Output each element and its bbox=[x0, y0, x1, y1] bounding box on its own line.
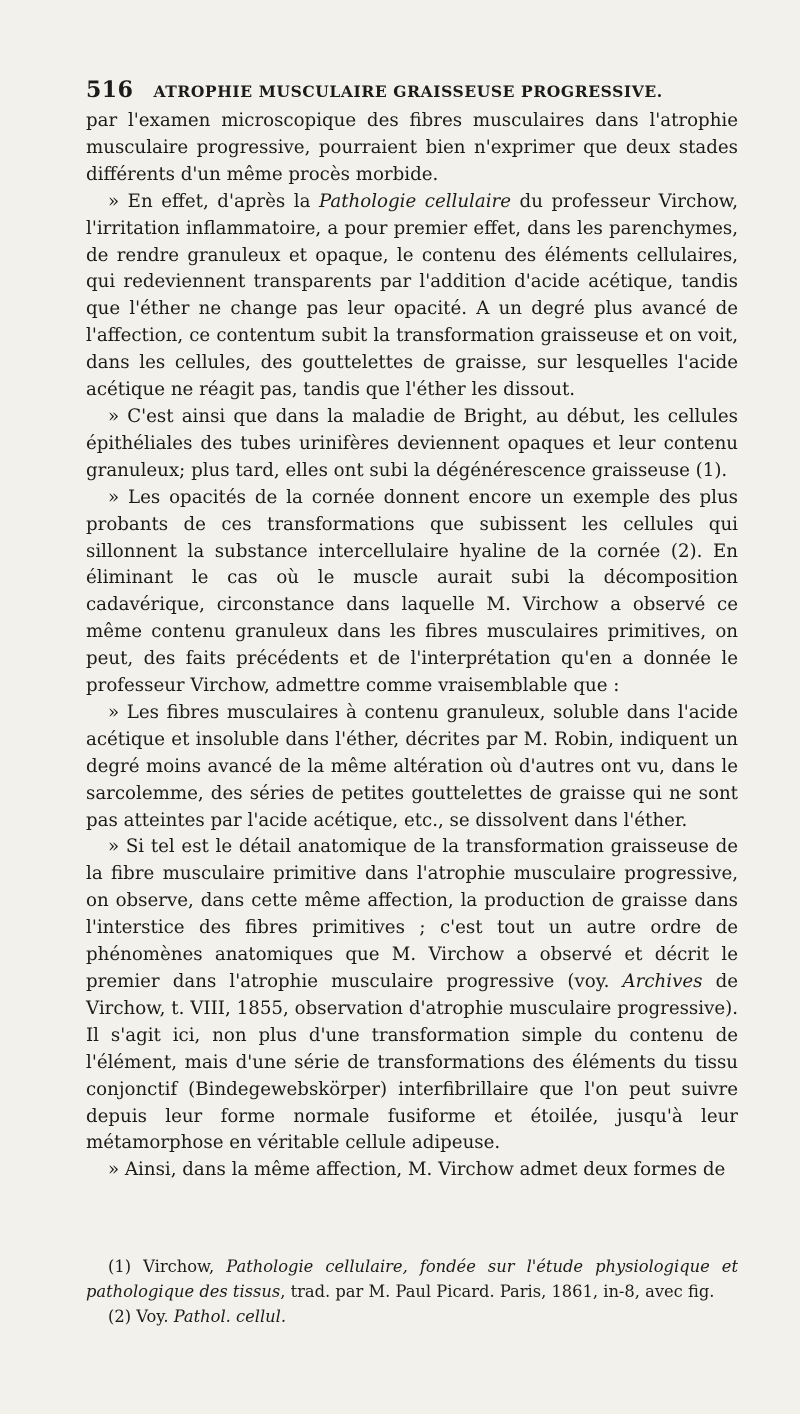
paragraph-4: » Les opacités de la cornée donnent encore un exemple des plus probants de ces transformations que subissent les cellules qui sillonnent la substance intercellulaire hyaline de la cornée (2). En éliminant le cas où le muscle aurait subi la décomposition cadavérique, circonstance dans laquelle M. Virchow a observé ce même contenu granuleux dans les fibres musculaires primitives, on peut, des faits précédents et de l'interprétation qu'en a donnée le professeur Virchow, admettre comme vraisemblable que : bbox=[86, 486, 738, 697]
footnote-2-title: Pathol. cellul. bbox=[173, 1306, 287, 1326]
paragraph-5: » Les fibres musculaires à contenu granuleux, soluble dans l'acide acétique et insoluble dans l'éther, décrites par M. Robin, indiquent un degré moins avancé de la même altération où d'autres ont vu, dans le sarcolemme, des séries de petites gouttelettes de graisse qui ne sont pas atteintes par l'acide acétique, etc., se dissolvent dans l'éther. bbox=[86, 701, 738, 831]
footnote-1-rest: , trad. par M. Paul Picard. Paris, 1861, in-8, avec fig. bbox=[280, 1281, 715, 1301]
footnote-2 bbox=[86, 1305, 738, 1330]
cited-work-title: Pathologie cellulaire bbox=[318, 190, 511, 212]
page-header bbox=[86, 77, 726, 105]
footnote-1 bbox=[86, 1255, 738, 1305]
footnote-2-start: (2) Voy. bbox=[108, 1306, 174, 1326]
paragraph-7: » Ainsi, dans la même affection, M. Virchow admet deux formes de bbox=[108, 1159, 726, 1181]
paragraph-3: » C'est ainsi que dans la maladie de Bright, au début, les cellules épithéliales des tubes urinifères deviennent opaques et leur contenu granuleux; plus tard, elles ont subi la dégénérescence graisseuse (1). bbox=[86, 405, 738, 481]
footnotes bbox=[86, 1255, 738, 1329]
main-text bbox=[86, 108, 738, 1184]
paragraph-6-start: » Si tel est le détail anatomique de la transformation graisseuse de la fibre musculaire primitive dans l'atrophie musculaire progressive, on observe, dans cette même affection, la production de graisse dans l'interstice des fibres primitives ; c'est tout un autre ordre de phénomènes anatomiques que M. Virchow a observé et décrit le premier dans l'atrophie musculaire progressive (voy. bbox=[86, 836, 738, 992]
running-title: ATROPHIE MUSCULAIRE GRAISSEUSE PROGRESSIVE. bbox=[153, 82, 663, 101]
paragraph-6 bbox=[86, 834, 738, 1157]
footnote-1-start: (1) Virchow, bbox=[108, 1257, 227, 1276]
paragraph-6-rest: de Virchow, t. VIII, 1855, observation d'atrophie musculaire progressive). Il s'agit ici, non plus d'une transformation simple du contenu de l'élément, mais d'une série de transformations des éléments du tissu conjonctif (Bindegewebskörper) interfibrillaire que l'on peut suivre depuis leur forme normale fusiforme et étoilée, jusqu'à leur métamorphose en véritable cellule adipeuse. bbox=[86, 971, 738, 1154]
paragraph-2-start: » En effet, d'après la bbox=[108, 190, 319, 212]
paragraph-2 bbox=[86, 189, 738, 404]
page-number: 516 bbox=[86, 77, 134, 103]
paragraph-1: par l'examen microscopique des fibres musculaires dans l'atrophie musculaire progressive, pourraient bien n'exprimer que deux stades différents d'un même procès morbide. bbox=[86, 110, 738, 185]
paragraph-2-rest: du professeur Virchow, l'irritation inflammatoire, a pour premier effet, dans les parenchymes, de rendre granuleux et opaque, le contenu des éléments cellulaires, qui redeviennent transparents par l'addition d'acide acétique, tandis que l'éther ne change pas leur opacité. A un degré plus avancé de l'affection, ce contentum subit la transformation graisseuse et on voit, dans les cellules, des gouttelettes de graisse, sur lesquelles l'acide acétique ne réagit pas, tandis que l'éther les dissout. bbox=[86, 190, 738, 401]
cited-archives-title: Archives bbox=[622, 971, 703, 992]
footnote-1-title: Pathologie cellulaire, fondée sur l'étude physiologique et pathologique des tissus bbox=[86, 1257, 738, 1301]
